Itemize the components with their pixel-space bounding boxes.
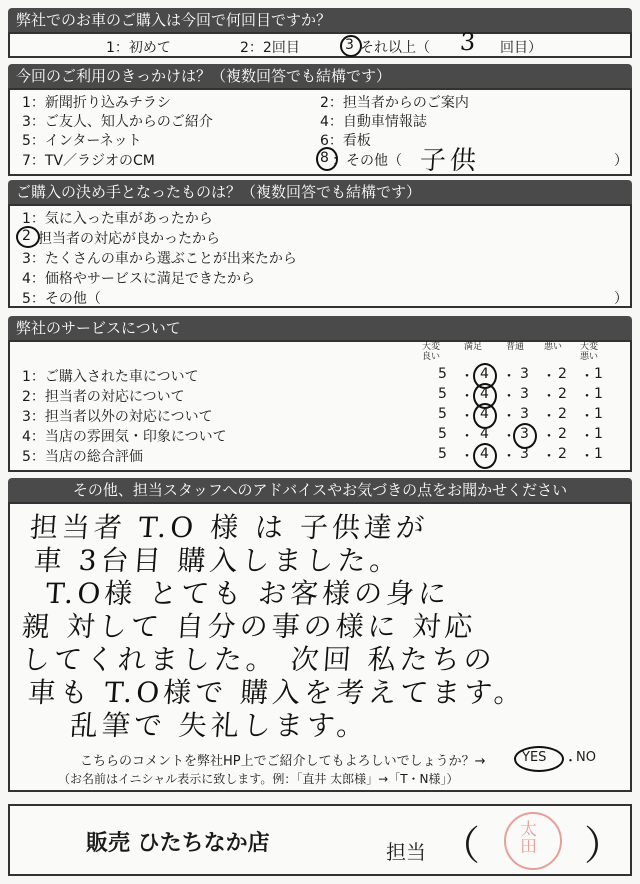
rating-separator: ・	[580, 389, 594, 405]
scale-label-normal: 普通	[505, 342, 524, 352]
q2-opt5[interactable]: 5：インターネット	[22, 133, 142, 149]
rating-separator: ・	[460, 369, 474, 385]
comment-line: 乱筆で 失礼します。	[68, 709, 370, 742]
rating-score-option[interactable]: 2	[558, 366, 567, 382]
comment-line: T.O様 とても お客様の身に	[44, 577, 452, 610]
rating-score-option[interactable]: 4	[480, 406, 489, 422]
q4-title: 弊社のサービスについて	[8, 316, 632, 340]
q2-options	[8, 88, 632, 176]
scale-label-very-good: 大変良い	[421, 342, 440, 362]
comment-line: 車 3台目 購入しました。	[32, 544, 403, 577]
rating-separator: ・	[502, 429, 516, 445]
rating-separator: ・	[580, 409, 594, 425]
q5-title: その他、担当スタッフへのアドバイスやお気づきの点をお聞かせください	[8, 478, 632, 502]
rating-score-option[interactable]: 1	[594, 386, 603, 402]
q3-opt2[interactable]: 担当者の対応が良かったから	[38, 231, 220, 247]
q3-title: ご購入の決め手となったものは？（複数回答でも結構です）	[8, 180, 632, 204]
q2-opt7[interactable]: 7：TV／ラジオのCM	[22, 153, 155, 169]
rating-score-option[interactable]: 4	[480, 386, 489, 402]
staff-label: 担当	[386, 840, 426, 864]
rating-selected-circle	[473, 443, 497, 469]
store-name: 販売 ひたちなか店	[86, 831, 270, 856]
q2-opt2[interactable]: 2：担当者からのご案内	[320, 95, 469, 111]
rating-score-option[interactable]: 3	[520, 386, 529, 402]
rating-separator: ・	[542, 409, 556, 425]
q2-title: 今回のご利用のきっかけは？（複数回答でも結構です）	[8, 64, 632, 88]
q2-opt3[interactable]: 3：ご友人、知人からのご紹介	[22, 114, 213, 130]
q2-opt6[interactable]: 6：看板	[320, 133, 371, 149]
q3-opt3[interactable]: 3：たくさんの車から選ぶことが出来たから	[22, 251, 297, 267]
rating-score-option[interactable]: 4	[480, 426, 489, 442]
q1-opt1[interactable]: 1：初めて	[106, 40, 171, 56]
rating-score-option[interactable]: 1	[594, 426, 603, 442]
q3-opt2-num[interactable]: 2	[22, 228, 31, 244]
q1-opt3-unit: 回目）	[500, 40, 542, 56]
scale-label-satisfied: 満足	[463, 342, 482, 352]
rating-separator: ・	[460, 409, 474, 425]
q1-opt3-label[interactable]: それ以上（	[360, 40, 430, 56]
comment-line: 親 対して 自分の事の様に 対応	[20, 610, 478, 643]
q3-opt5[interactable]: 5：その他（	[22, 291, 101, 307]
rating-item-label: 4：当店の雰囲気・印象について	[22, 429, 227, 445]
consent-sep: ・	[564, 754, 578, 769]
q2-opt1[interactable]: 1：新聞折り込みチラシ	[22, 95, 171, 111]
comment-line: 担当者 T.O 様 は 子供達が	[28, 511, 430, 544]
rating-score-option[interactable]: 3	[520, 366, 529, 382]
q2-close-paren: ）	[614, 153, 628, 169]
rating-separator: ・	[502, 409, 516, 425]
q3-opt1[interactable]: 1：気に入った車があったから	[22, 211, 213, 227]
rating-separator: ・	[580, 369, 594, 385]
staff-paren-open: （	[440, 823, 480, 869]
q2-opt8-num[interactable]: 8	[320, 150, 329, 166]
q3-options	[8, 204, 632, 308]
q3-opt4[interactable]: 4：価格やサービスに満足できたから	[22, 271, 255, 287]
q1-options	[8, 28, 632, 58]
footer-box	[8, 804, 632, 876]
rating-score-option[interactable]: 4	[480, 366, 489, 382]
rating-separator: ・	[542, 369, 556, 385]
rating-item-label: 5：当店の総合評価	[22, 449, 143, 465]
rating-separator: ・	[502, 369, 516, 385]
q2-handwritten-other: 子供	[418, 146, 481, 176]
comment-line: してくれました。 次回 私たちの	[20, 643, 497, 676]
q1-opt3-num[interactable]: 3	[345, 37, 354, 53]
rating-separator: ・	[460, 389, 474, 405]
staff-paren-close: ）	[584, 823, 624, 869]
rating-score-option[interactable]: 5	[438, 426, 447, 442]
q1-title: 弊社でのお車のご購入は今回で何回目ですか？	[8, 8, 632, 32]
rating-score-option[interactable]: 4	[480, 446, 489, 462]
rating-item-label: 1：ご購入された車について	[22, 369, 199, 385]
rating-score-option[interactable]: 3	[520, 426, 529, 442]
rating-score-option[interactable]: 5	[438, 366, 447, 382]
q3-close-paren: ）	[614, 291, 628, 307]
rating-score-option[interactable]: 5	[438, 386, 447, 402]
q2-opt8-label[interactable]: ：その他（	[332, 153, 402, 169]
rating-score-option[interactable]: 1	[594, 446, 603, 462]
rating-score-option[interactable]: 2	[558, 386, 567, 402]
consent-question: こちらのコメントを弊社HP上でご紹介してもよろしいでしょうか？→	[80, 754, 486, 769]
rating-score-option[interactable]: 2	[558, 446, 567, 462]
rating-separator: ・	[542, 389, 556, 405]
rating-score-option[interactable]: 5	[438, 406, 447, 422]
rating-score-option[interactable]: 1	[594, 366, 603, 382]
initial-note: （お名前はイニシャル表示に致します。例：「直井 太郎様」→「T・N様」）	[58, 772, 459, 786]
rating-separator: ・	[580, 429, 594, 445]
rating-separator: ・	[580, 449, 594, 465]
consent-yes[interactable]: YES	[522, 750, 547, 765]
q2-opt4[interactable]: 4：自動車情報誌	[320, 114, 427, 130]
rating-score-option[interactable]: 2	[558, 426, 567, 442]
rating-score-option[interactable]: 5	[438, 446, 447, 462]
rating-item-label: 2：担当者の対応について	[22, 389, 185, 405]
rating-separator: ・	[460, 429, 474, 445]
rating-score-option[interactable]: 1	[594, 406, 603, 422]
scale-label-bad: 悪い	[543, 342, 562, 352]
scale-label-very-bad: 大変悪い	[579, 342, 598, 362]
q5-comment-box	[8, 502, 632, 792]
consent-no[interactable]: NO	[576, 750, 596, 765]
stamp-text: 太田	[516, 820, 536, 854]
q1-opt2[interactable]: 2：2回目	[240, 40, 300, 56]
comment-line: 車も T.O様で 購入を考えてます。	[26, 676, 528, 709]
rating-score-option[interactable]: 2	[558, 406, 567, 422]
q1-handwritten-count: 3	[459, 28, 481, 56]
rating-separator: ・	[502, 389, 516, 405]
staff-stamp	[504, 812, 562, 870]
rating-separator: ・	[460, 449, 474, 465]
q4-ratings	[8, 340, 632, 472]
rating-score-option[interactable]: 3	[520, 406, 529, 422]
rating-score-option[interactable]: 3	[520, 446, 529, 462]
rating-separator: ・	[542, 429, 556, 445]
rating-item-label: 3：担当者以外の対応について	[22, 409, 213, 425]
rating-separator: ・	[502, 449, 516, 465]
rating-separator: ・	[542, 449, 556, 465]
